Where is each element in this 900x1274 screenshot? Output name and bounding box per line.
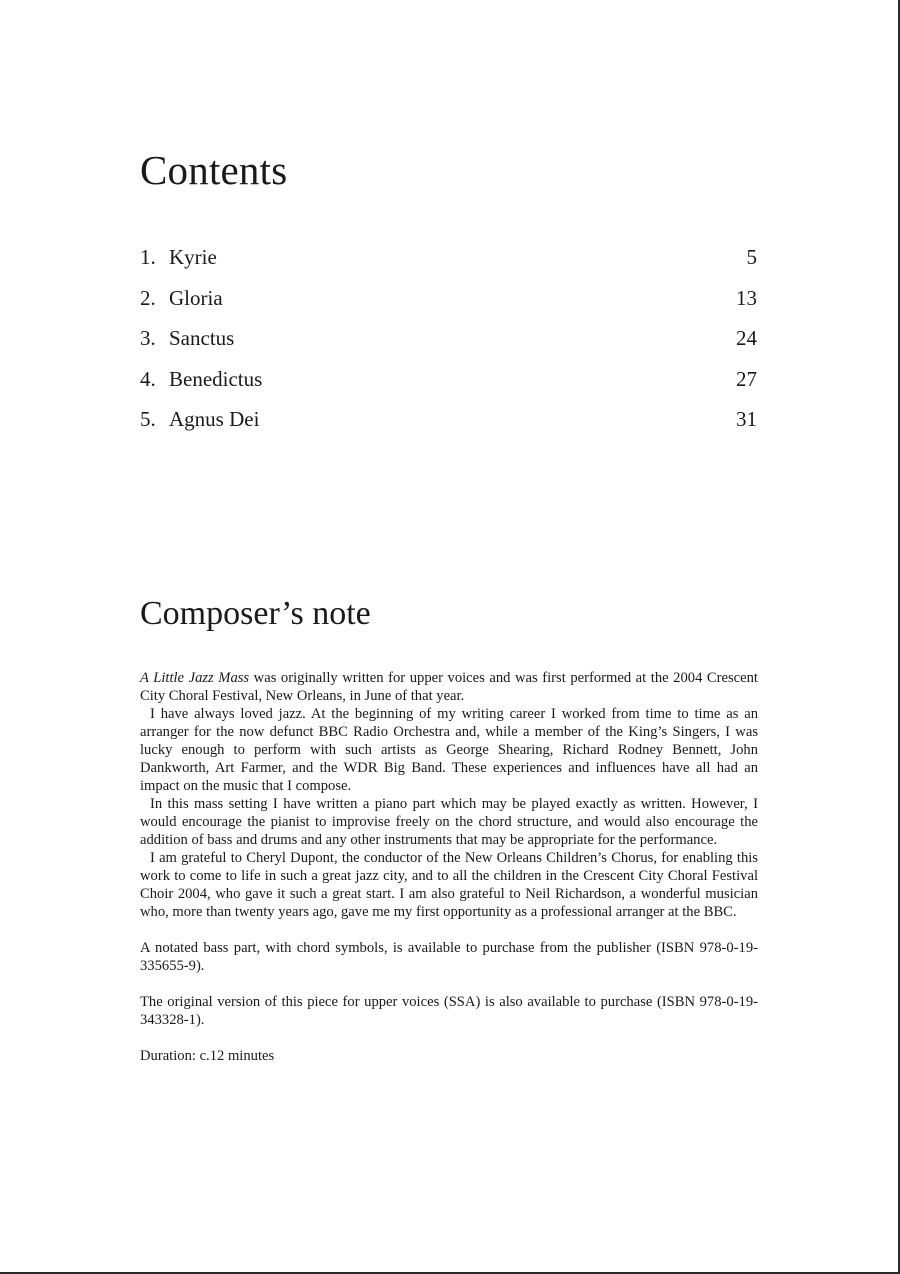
toc-entry-title: Benedictus (169, 366, 263, 391)
toc-entry-number: 4. (140, 366, 156, 391)
toc-entry-page: 13 (736, 285, 757, 310)
toc-entry-title: Kyrie (169, 245, 217, 269)
contents-heading: Contents (140, 147, 288, 193)
note-paragraph-jazz: I have always loved jazz. At the beginning of my writing career I worked from time to time as an arranger for the now defunct BBC Radio Orchestra and, while a member of the King’s Singers, I was lucky enough to perform with such artists as George Shearing, Richard Rodney Bennett, John Dankworth, Art Farmer, and the WDR Big Band. These experiences and influences have all had an impact on the music that I compose. (140, 706, 758, 794)
composers-note-body (140, 669, 758, 1065)
toc-entry-title: Agnus Dei (169, 407, 260, 431)
note-bass-part: A notated bass part, with chord symbols, is available to purchase from the publisher (ISBN 978-0-19-335655-9). (140, 940, 758, 974)
note-original-version: The original version of this piece for upper voices (SSA) is also available to purchase (ISBN 978-0-19-343328-1). (140, 994, 758, 1028)
toc-entry-number: 5. (140, 407, 156, 431)
toc-entry-number: 3. (140, 326, 156, 350)
toc-entry-agnus-dei (140, 399, 757, 440)
toc-entry-title: Sanctus (169, 326, 235, 350)
toc-entry-sanctus (140, 318, 757, 359)
toc-entry-gloria (140, 278, 757, 319)
note-paragraph-intro (140, 669, 758, 705)
toc-entry-kyrie (140, 237, 757, 278)
table-of-contents (140, 237, 757, 440)
toc-entry-page: 31 (736, 407, 757, 431)
toc-entry-number: 1. (140, 245, 156, 269)
toc-entry-page: 5 (746, 245, 757, 269)
toc-entry-benedictus (140, 359, 757, 400)
composers-note-heading: Composer’s note (140, 595, 371, 632)
note-paragraph-piano: In this mass setting I have written a piano part which may be played exactly as written. However, I would encourage the pianist to improvise freely on the chord structure, and would also encourage the addition of bass and drums and any other instruments that may be appropriate for the performance. (140, 796, 758, 848)
note-paragraph-thanks: I am grateful to Cheryl Dupont, the conductor of the New Orleans Children’s Chorus, for enabling this work to come to life in such a great jazz city, and to all the children in the Crescent City Choral Festival Choir 2004, who gave it such a great start. I am also grateful to Neil Richardson, a wonderful musician who, more than twenty years ago, gave me my first opportunity as a professional arranger at the BBC. (140, 850, 758, 920)
work-title: A Little Jazz Mass (140, 670, 250, 686)
toc-entry-number: 2. (140, 285, 156, 310)
toc-entry-page: 24 (736, 326, 757, 350)
toc-entry-title: Gloria (169, 285, 223, 310)
intro-text: was originally written for upper voices and was first performed at the 2004 Crescent City Choral Festival, New Orleans, in June of that year. (140, 670, 758, 704)
note-duration: Duration: c.12 minutes (140, 1048, 275, 1064)
toc-entry-page: 27 (736, 366, 757, 391)
